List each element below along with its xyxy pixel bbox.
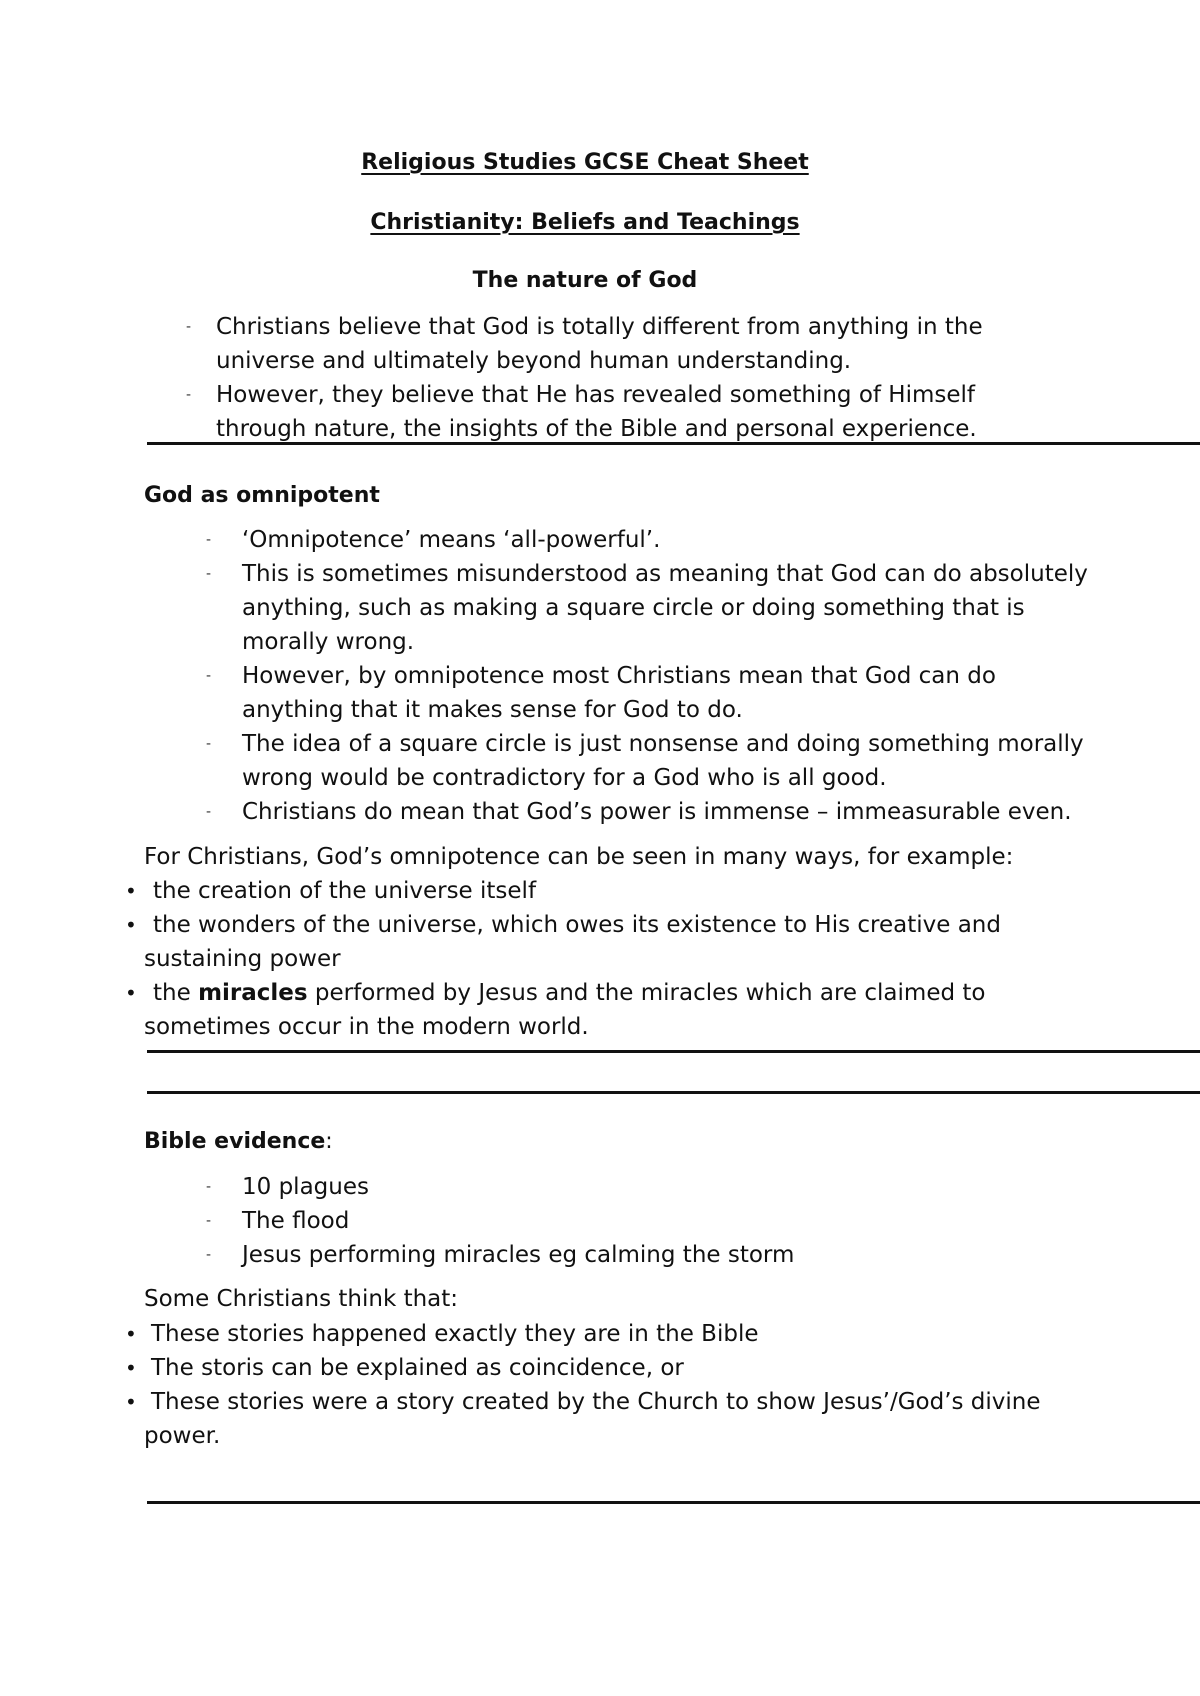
- omnipotent-heading: God as omnipotent: [144, 483, 380, 508]
- list-item: • the wonders of the universe, which owes its existence to His creative and sustaining power: [125, 912, 1001, 972]
- document-title: Religious Studies GCSE Cheat Sheet: [361, 150, 809, 175]
- list-item: - Christians do mean that God’s power is immense – immeasurable even.: [206, 799, 1072, 825]
- bible-evidence-heading: Bible evidence:: [144, 1129, 333, 1154]
- list-item: • the creation of the universe itself: [125, 878, 537, 904]
- views-intro: Some Christians think that:: [144, 1286, 459, 1312]
- list-item: - This is sometimes misunderstood as meaning that God can do absolutely anything, such as making a square circle or doing something that is morally wrong.: [206, 561, 1088, 655]
- nature-list: [186, 310, 983, 446]
- omnipotence-intro: For Christians, God’s omnipotence can be seen in many ways, for example:: [144, 844, 1014, 870]
- list-item: • The storis can be explained as coincidence, or: [125, 1355, 684, 1381]
- list-item: - However, they believe that He has revealed something of Himself through nature, the insights of the Bible and personal experience.: [186, 382, 977, 442]
- document-subtitle: Christianity: Beliefs and Teachings: [370, 210, 800, 235]
- list-item: • These stories were a story created by the Church to show Jesus’/God’s divine power.: [125, 1389, 1041, 1449]
- list-item: • the miracles performed by Jesus and the miracles which are claimed to sometimes occur in the modern world.: [125, 980, 986, 1040]
- list-item: - The flood: [206, 1208, 350, 1234]
- section-divider: [147, 1501, 1200, 1504]
- section-divider: [147, 1050, 1200, 1053]
- nature-heading: The nature of God: [472, 268, 698, 293]
- list-item: - 10 plagues: [206, 1174, 369, 1200]
- section-divider: [147, 1091, 1200, 1094]
- list-item: - Christians believe that God is totally different from anything in the universe and ultimately beyond human understanding.: [186, 314, 983, 374]
- list-item: - However, by omnipotence most Christians mean that God can do anything that it makes sense for God to do.: [206, 663, 996, 723]
- christian-views-list: [125, 1317, 1041, 1453]
- omnipotent-list: [206, 523, 1088, 829]
- list-item: - The idea of a square circle is just nonsense and doing something morally wrong would be contradictory for a God who is all good.: [206, 731, 1084, 791]
- list-item: - Jesus performing miracles eg calming the storm: [206, 1242, 795, 1268]
- list-item: • These stories happened exactly they are in the Bible: [125, 1321, 759, 1347]
- list-item: - ‘Omnipotence’ means ‘all-powerful’.: [206, 527, 661, 553]
- bible-evidence-list: [206, 1170, 795, 1272]
- omnipotence-examples: [125, 874, 1001, 1044]
- section-divider: [147, 442, 1200, 445]
